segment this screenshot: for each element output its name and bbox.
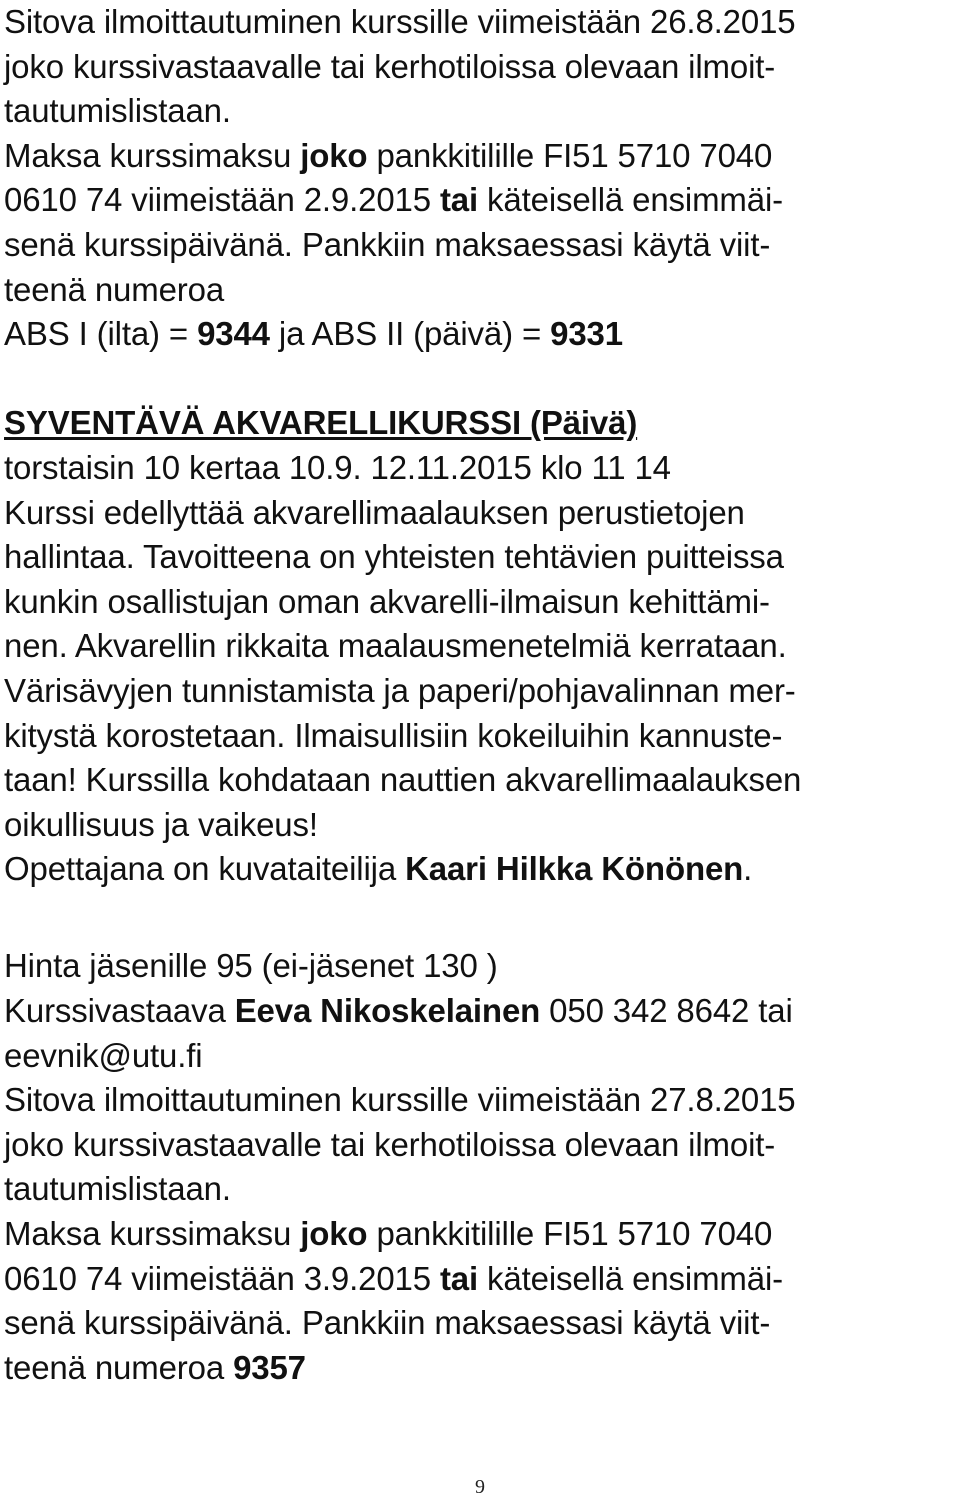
text-segment: käteisellä ensimmäi- (478, 181, 783, 219)
reference-9344: 9344 (197, 315, 270, 353)
course-description-line-7: taan! Kurssilla kohdataan nauttien akvarellimaalauksen (4, 761, 802, 799)
text-segment: Maksa kurssimaksu (4, 1215, 301, 1253)
text-segment: 0610 74 viimeistään 2.9.2015 (4, 181, 440, 219)
reference-numbers (4, 312, 954, 357)
course-description-line-5: Värisävyjen tunnistamista ja paperi/pohjavalinnan mer- (4, 671, 796, 709)
contact-name: Eeva Nikoskelainen (234, 992, 541, 1030)
text-segment: . (743, 850, 753, 888)
course-description-line-6: kitystä korostetaan. Ilmaisullisiin kokeiluihin kannuste- (4, 716, 783, 754)
teacher-name: Kaari Hilkka Könönen (405, 850, 744, 888)
page-number: 9 (475, 1476, 485, 1498)
text-segment: 050 342 8642 tai (540, 992, 793, 1030)
price-line: Hinta jäsenille 95 (ei-jäsenet 130 ) (4, 947, 498, 985)
bottom-registration-line-3: tautumislistaan. (4, 1170, 231, 1208)
reference-9357: 9357 (233, 1348, 306, 1386)
spacer (4, 892, 954, 937)
text-segment: pankkitilille FI51 5710 7040 (367, 1215, 773, 1253)
course-schedule: torstaisin 10 kertaa 10.9. 12.11.2015 klo 11 14 (4, 448, 671, 486)
bottom-payment-line-1 (4, 1212, 954, 1257)
course-description-line-1: Kurssi edellyttää akvarellimaalauksen perustietojen (4, 493, 745, 531)
text-segment: teenä numeroa (4, 1348, 234, 1386)
bottom-payment-line-3: senä kurssipäivänä. Pankkiin maksaessasi käytä viit- (4, 1304, 771, 1342)
text-segment: käteisellä ensimmäi- (478, 1259, 783, 1297)
bottom-payment-line-2 (4, 1257, 954, 1302)
top-registration-line-2: joko kurssivastaavalle tai kerhotiloissa olevaan ilmoit- (4, 47, 776, 85)
spacer (4, 357, 954, 402)
top-payment-line-2 (4, 178, 954, 223)
text-segment: ABS I (ilta) = (4, 315, 198, 353)
top-registration-line-3: tautumislistaan. (4, 92, 231, 130)
spacer-small (4, 936, 954, 944)
text-segment: Opettajana on kuvataiteilija (4, 850, 406, 888)
top-payment-line-4: teenä numeroa (4, 270, 225, 308)
text-segment: pankkitilille FI51 5710 7040 (367, 136, 773, 174)
emphasis-tai: tai (439, 1259, 479, 1297)
course-heading: SYVENTÄVÄ AKVARELLIKURSSI (Päivä) (4, 404, 638, 442)
course-description-line-8: oikullisuus ja vaikeus! (4, 805, 318, 843)
course-description-line-4: nen. Akvarellin rikkaita maalausmenetelmiä kerrataan. (4, 627, 787, 665)
text-segment: ja ABS II (päivä) = (269, 315, 551, 353)
course-description-line-2: hallintaa. Tavoitteena on yhteisten tehtävien puitteissa (4, 538, 784, 576)
bottom-registration-line-1: Sitova ilmoittautuminen kurssille viimeistään 27.8.2015 (4, 1081, 796, 1119)
main-text (4, 0, 954, 1390)
top-registration-line-1: Sitova ilmoittautuminen kurssille viimeistään 26.8.2015 (4, 3, 796, 40)
contact-email: eevnik@utu.fi (4, 1036, 203, 1074)
top-payment-line-1 (4, 134, 954, 179)
emphasis-joko: joko (300, 1215, 368, 1253)
bottom-payment-line-4 (4, 1346, 954, 1391)
bottom-registration-line-2: joko kurssivastaavalle tai kerhotiloissa olevaan ilmoit- (4, 1125, 776, 1163)
course-description-line-3: kunkin osallistujan oman akvarelli-ilmaisun kehittämi- (4, 582, 770, 620)
text-segment: Kurssivastaava (4, 992, 235, 1030)
text-segment: 0610 74 viimeistään 3.9.2015 (4, 1259, 440, 1297)
top-payment-line-3: senä kurssipäivänä. Pankkiin maksaessasi käytä viit- (4, 225, 771, 263)
emphasis-joko: joko (300, 136, 368, 174)
reference-9331: 9331 (550, 315, 623, 353)
text-segment: Maksa kurssimaksu (4, 136, 301, 174)
emphasis-tai: tai (439, 181, 479, 219)
contact-line (4, 989, 954, 1034)
teacher-line (4, 847, 954, 892)
